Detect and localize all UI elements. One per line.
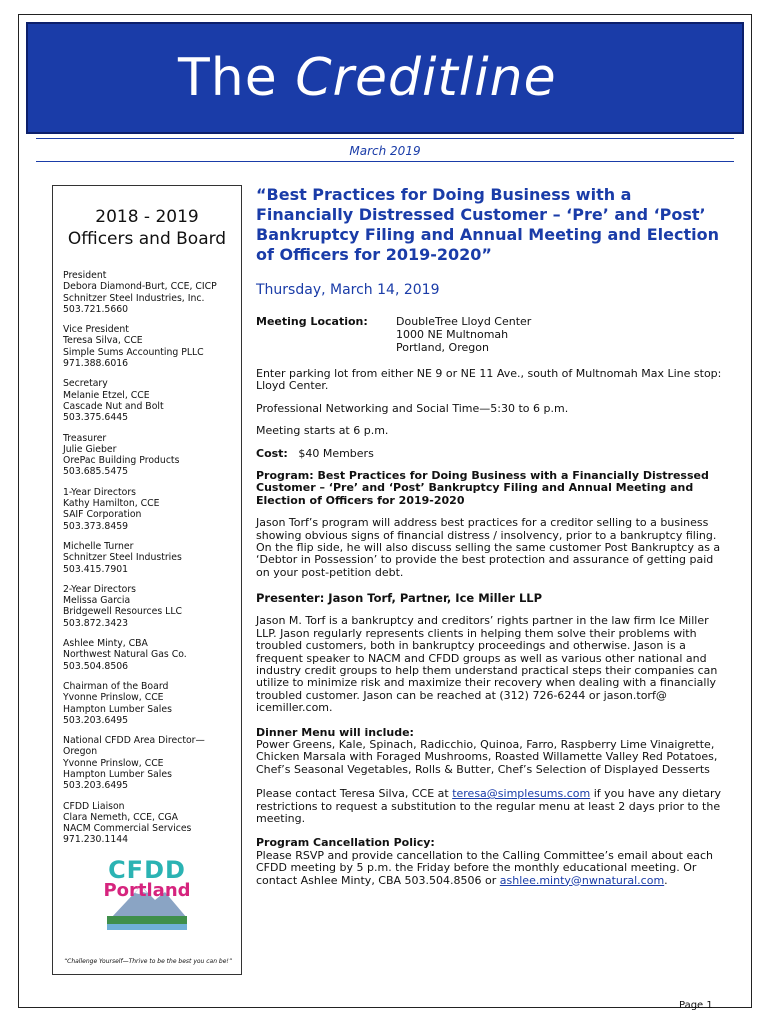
officer-line: 503.203.6495: [63, 780, 129, 792]
officer-line: Ashlee Minty, CBA: [63, 638, 148, 650]
officer-line: 503.375.6445: [63, 412, 129, 424]
officer-line: Clara Nemeth, CCE, CGA: [63, 811, 178, 823]
dinner-heading: Dinner Menu will include:: [256, 725, 414, 739]
officer-line: Treasurer: [63, 432, 107, 444]
officer-group: [63, 735, 241, 791]
sidebar-heading-years: 2018 - 2019: [95, 207, 199, 227]
cost-value: $40 Members: [298, 446, 374, 460]
issue-date: March 2019: [349, 144, 421, 158]
officer-group: [63, 324, 241, 369]
officer-line: Schnitzer Steel Industries: [63, 552, 182, 564]
logo-text-portland: Portland: [103, 880, 191, 901]
officer-line: 503.373.8459: [63, 520, 129, 532]
officer-group: [63, 638, 241, 672]
cost-line: [256, 448, 730, 460]
tagline: “Challenge Yourself—Thrive to be the best you can be!”: [64, 958, 232, 965]
officer-line: 503.203.6495: [63, 714, 129, 726]
officer-line: National CFDD Area Director—: [63, 735, 205, 747]
officer-line: Julie Gieber: [63, 443, 117, 455]
dietary-contact-text: Please contact Teresa Silva, CCE at: [256, 787, 453, 801]
officer-line: CFDD Liaison: [63, 800, 125, 812]
masthead-banner: [26, 22, 744, 134]
title-part-2: Creditline: [295, 48, 557, 108]
officer-line: Melissa Garcia: [63, 595, 131, 607]
officer-line: Vice President: [63, 324, 129, 336]
cfdd-portland-logo: [97, 856, 197, 936]
event-date: Thursday, March 14, 2019: [256, 282, 440, 298]
logo-text-cfdd: CFDD: [108, 856, 186, 884]
officer-line: Secretary: [63, 378, 108, 390]
officer-line: 503.504.8506: [63, 660, 129, 672]
cancellation-text: Please RSVP and provide cancellation to the Calling Committee’s email about each CFDD meeting by 5 p.m. the Friday before the monthly educational meeting. Or contact Ashlee Minty, CBA 503.504.8506 or: [256, 848, 713, 887]
page-number: Page 1: [679, 1000, 713, 1011]
officer-group: [63, 801, 241, 846]
officer-line: 503.872.3423: [63, 617, 129, 629]
meeting-location-label: Meeting Location:: [256, 315, 368, 328]
meeting-location-row: [256, 315, 730, 354]
cancellation-policy: [256, 850, 730, 887]
officer-line: Melanie Etzel, CCE: [63, 389, 150, 401]
dietary-contact: [256, 788, 730, 825]
sidebar-heading: [53, 206, 241, 250]
location-line: 1000 NE Multnomah: [396, 328, 509, 341]
officer-line: Kathy Hamilton, CCE: [63, 498, 160, 510]
ashlee-email-link[interactable]: ashlee.minty@nwnatural.com: [499, 873, 665, 887]
officer-line: Yvonne Prinslow, CCE: [63, 757, 164, 769]
officer-group: [63, 433, 241, 478]
title-part-1: The: [178, 48, 296, 108]
meeting-start: Meeting starts at 6 p.m.: [256, 424, 389, 438]
location-line: DoubleTree Lloyd Center: [396, 315, 532, 328]
officer-line: Simple Sums Accounting PLLC: [63, 346, 204, 358]
presenter-bio: Jason M. Torf is a bankruptcy and creditors’ rights partner in the law firm Ice Miller LLP. Jason regularly represents clients in helping them solve their problems with troubled customers, both in bankruptcy proceedings and otherwise. Jason is a frequent speaker to NACM and CFDD groups as well as various other national and industry credit groups to help them understand practical steps their companies can utilize to minimize risk and maximize their recovery when dealing with a financially troubled customer. Jason can be reached at (312) 726-6244 or jason.torf@ icemiller.com.: [256, 614, 718, 715]
officer-group: [63, 681, 241, 726]
location-line: Portland, Oregon: [396, 341, 489, 354]
officer-line: Hampton Lumber Sales: [63, 768, 172, 780]
meeting-location-address: [396, 315, 531, 354]
officer-line: 503.685.5475: [63, 466, 129, 478]
officer-line: President: [63, 270, 107, 281]
cost-label: Cost:: [256, 446, 288, 460]
officer-line: Debora Diamond-Burt, CCE, CICP: [63, 281, 217, 293]
officer-group: [63, 270, 241, 315]
program-description: Jason Torf’s program will address best practices for a creditor selling to a business showing obvious signs of financial distress / insolvency, prior to a bankruptcy filing. On the flip side, he will also discuss selling the same customer Post Bankruptcy as a ‘Debtor in Possession’ to provide the best protection and assurance of getting paid on your post-petition debt.: [256, 516, 721, 579]
teresa-email-link[interactable]: teresa@simplesums.com: [452, 787, 591, 801]
officer-line: Yvonne Prinslow, CCE: [63, 692, 164, 704]
officer-line: Bridgewell Resources LLC: [63, 606, 183, 618]
officer-line: 2-Year Directors: [63, 583, 136, 595]
dinner-menu: Power Greens, Kale, Spinach, Radicchio, Quinoa, Farro, Raspberry Lime Vinaigrette, Chicken Marsala with Foraged Mushrooms, Roasted Willamette Valley Red Potatoes, Chef’s Seasonal Vegetables, Rolls & Butter, Chef’s Selection of Displayed Desserts: [256, 737, 718, 776]
officer-line: Schnitzer Steel Industries, Inc.: [63, 292, 205, 304]
officer-line: SAIF Corporation: [63, 509, 142, 521]
cancellation-text-end: .: [664, 873, 668, 887]
networking-time: Professional Networking and Social Time—5:30 to 6 p.m.: [256, 401, 569, 415]
officer-line: Northwest Natural Gas Co.: [63, 649, 187, 661]
officer-line: 503.415.7901: [63, 563, 129, 575]
officer-group: [63, 487, 241, 532]
officer-group: [63, 378, 241, 423]
officer-line: Michelle Turner: [63, 540, 134, 552]
officer-line: OrePac Building Products: [63, 455, 180, 467]
officer-line: 503.721.5660: [63, 303, 129, 315]
parking-info: Enter parking lot from either NE 9 or NE 11 Ave., south of Multnomah Max Line stop: Lloyd Center.: [256, 367, 722, 393]
main-article: [256, 185, 730, 887]
officer-line: 971.230.1144: [63, 834, 129, 846]
officer-line: Hampton Lumber Sales: [63, 703, 172, 715]
officer-line: Oregon: [63, 746, 98, 758]
newsletter-title: [178, 48, 557, 108]
officer-line: 971.388.6016: [63, 358, 129, 370]
presenter-heading: Presenter: Jason Torf, Partner, Ice Miller LLP: [256, 591, 543, 606]
officer-line: Cascade Nut and Bolt: [63, 400, 164, 412]
issue-date-bar: [36, 138, 734, 162]
officers-list: [63, 270, 241, 846]
program-title: Program: Best Practices for Doing Business with a Financially Distressed Customer – ‘Pre’ and ‘Post’ Bankruptcy Filing and Annual Meeting and Election of Officers for 2019-2020: [256, 469, 709, 507]
officers-sidebar: [52, 185, 242, 975]
sidebar-heading-title: Officers and Board: [67, 229, 227, 249]
cancellation-heading: Program Cancellation Policy:: [256, 836, 435, 850]
officer-group: [63, 584, 241, 629]
officer-line: 1-Year Directors: [63, 486, 136, 498]
officer-group: [63, 541, 241, 575]
officer-line: NACM Commercial Services: [63, 823, 192, 835]
officer-line: Teresa Silva, CCE: [63, 335, 143, 347]
dietary-contact-text-end: if you have any dietary restrictions to request a substitution to the regular menu at least 2 days prior to the meeting.: [256, 787, 721, 825]
article-headline: “Best Practices for Doing Business with a Financially Distressed Customer – ‘Pre’ and ‘Post’ Bankruptcy Filing and Annual Meeting and Election of Officers for 2019-2020”: [256, 185, 719, 264]
officer-line: Chairman of the Board: [63, 680, 169, 692]
